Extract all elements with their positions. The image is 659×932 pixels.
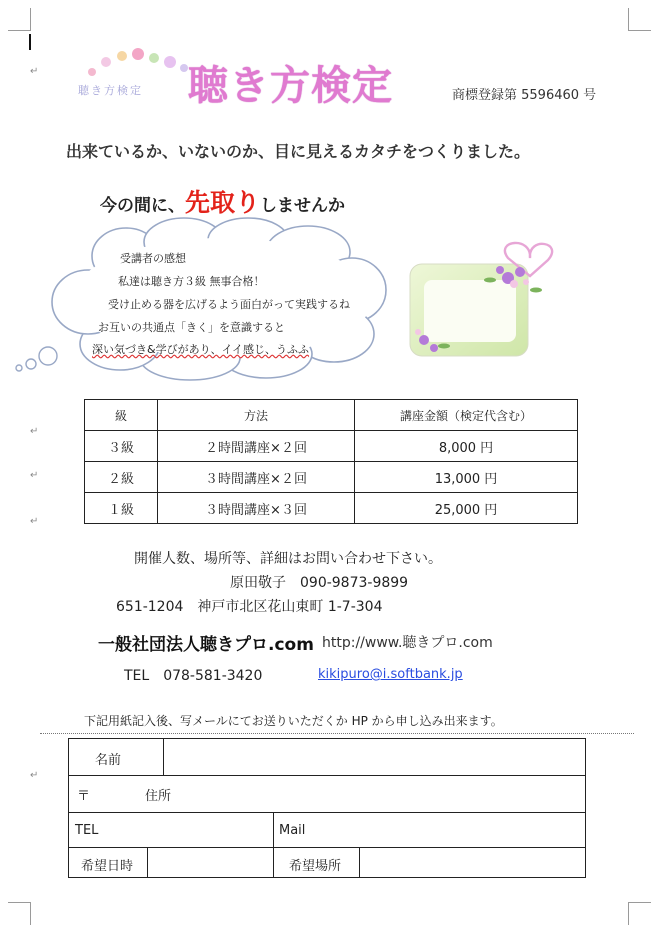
mail-field[interactable] — [319, 815, 581, 845]
place-label: 希望場所 — [289, 859, 342, 874]
header-fee: 講座金額（検定代含む） — [355, 400, 578, 431]
form-divider — [163, 739, 164, 775]
fee-cell: 25,000 円 — [355, 493, 578, 524]
logo-small-text: 聴き方検定 — [78, 84, 143, 97]
flower-frame-image — [404, 240, 554, 360]
bubble-line-3: 受け止める器を広げるよう面白がって実践するね — [108, 298, 350, 311]
inquiry-text: 開催人数、場所等、詳細はお問い合わせ下さい。 — [134, 551, 442, 567]
tel-label: TEL — [75, 823, 99, 838]
trademark-number: 商標登録第 5596460 号 — [452, 88, 597, 103]
bubble-line-2: 私達は聴き方３級 無事合格！ — [118, 275, 265, 288]
form-divider — [147, 847, 148, 877]
page-title: 聴き方検定 — [188, 63, 393, 109]
return-mark: ↵ — [30, 516, 39, 527]
method-cell: ３時間講座×２回 — [158, 462, 355, 493]
place-field[interactable] — [361, 849, 581, 875]
address-label: 住所 — [145, 789, 172, 804]
subheadline-suffix: しませんか — [260, 196, 346, 216]
subheadline-emphasis: 先取り — [185, 188, 261, 217]
method-cell: ３時間講座×３回 — [158, 493, 355, 524]
return-mark: ↵ — [30, 470, 39, 481]
headline: 出来ているか、いないのか、目に見えるカタチをつくりました。 — [66, 142, 531, 161]
website-link[interactable]: http://www.聴きプロ.com — [322, 635, 493, 651]
name-label: 名前 — [95, 753, 122, 768]
bubble-line-5: 深い気づき&学びがあり、イイ感じ、うふふ — [92, 343, 310, 356]
date-label: 希望日時 — [81, 859, 134, 874]
header-method: 方法 — [158, 400, 355, 431]
crop-mark-top-right — [628, 8, 651, 31]
subheadline — [100, 183, 345, 219]
form-divider — [273, 812, 274, 877]
date-field[interactable] — [149, 849, 269, 875]
address-field[interactable] — [189, 777, 581, 810]
postal-address: 651-1204 神戸市北区花山東町 1-7-304 — [116, 599, 383, 615]
subheadline-prefix: 今の間に、 — [100, 196, 185, 216]
crop-mark-top-left — [8, 8, 31, 31]
text-cursor — [29, 34, 31, 50]
name-field[interactable] — [165, 741, 581, 773]
method-cell: ２時間講座×２回 — [158, 431, 355, 462]
form-divider — [69, 775, 585, 776]
tel-field[interactable] — [109, 815, 269, 845]
price-table-header — [85, 400, 578, 431]
form-divider — [69, 812, 585, 813]
phone-number: TEL 078-581-3420 — [124, 668, 263, 684]
table-row — [85, 493, 578, 524]
grade-cell: ３級 — [85, 431, 158, 462]
crop-mark-bottom-right — [628, 902, 651, 925]
return-mark: ↵ — [30, 770, 39, 781]
form-divider — [359, 847, 360, 877]
crop-mark-bottom-left — [8, 902, 31, 925]
application-note: 下記用紙記入後、写メールにてお送りいただくか HP から申し込み出来ます。 — [84, 714, 503, 728]
mail-label: Mail — [279, 823, 306, 838]
bubble-line-4: お互いの共通点「きく」を意識すると — [98, 321, 285, 334]
table-row — [85, 431, 578, 462]
postal-symbol: 〒 — [77, 789, 91, 804]
grade-cell: １級 — [85, 493, 158, 524]
price-table — [84, 399, 578, 524]
header-grade: 級 — [85, 400, 158, 431]
fee-cell: 8,000 円 — [355, 431, 578, 462]
application-form — [68, 738, 586, 878]
fee-cell: 13,000 円 — [355, 462, 578, 493]
return-mark: ↵ — [30, 66, 39, 77]
grade-cell: ２級 — [85, 462, 158, 493]
bubble-line-1: 受講者の感想 — [120, 252, 186, 265]
organization-name: 一般社団法人聴きプロ.com — [98, 635, 314, 655]
contact-person: 原田敬子 090-9873-9899 — [230, 575, 409, 591]
logo-dots-graphic — [84, 46, 194, 86]
dotted-divider — [40, 733, 634, 734]
return-mark: ↵ — [30, 426, 39, 437]
email-link[interactable]: kikipuro@i.softbank.jp — [318, 667, 463, 682]
logo — [70, 44, 460, 114]
table-row — [85, 462, 578, 493]
